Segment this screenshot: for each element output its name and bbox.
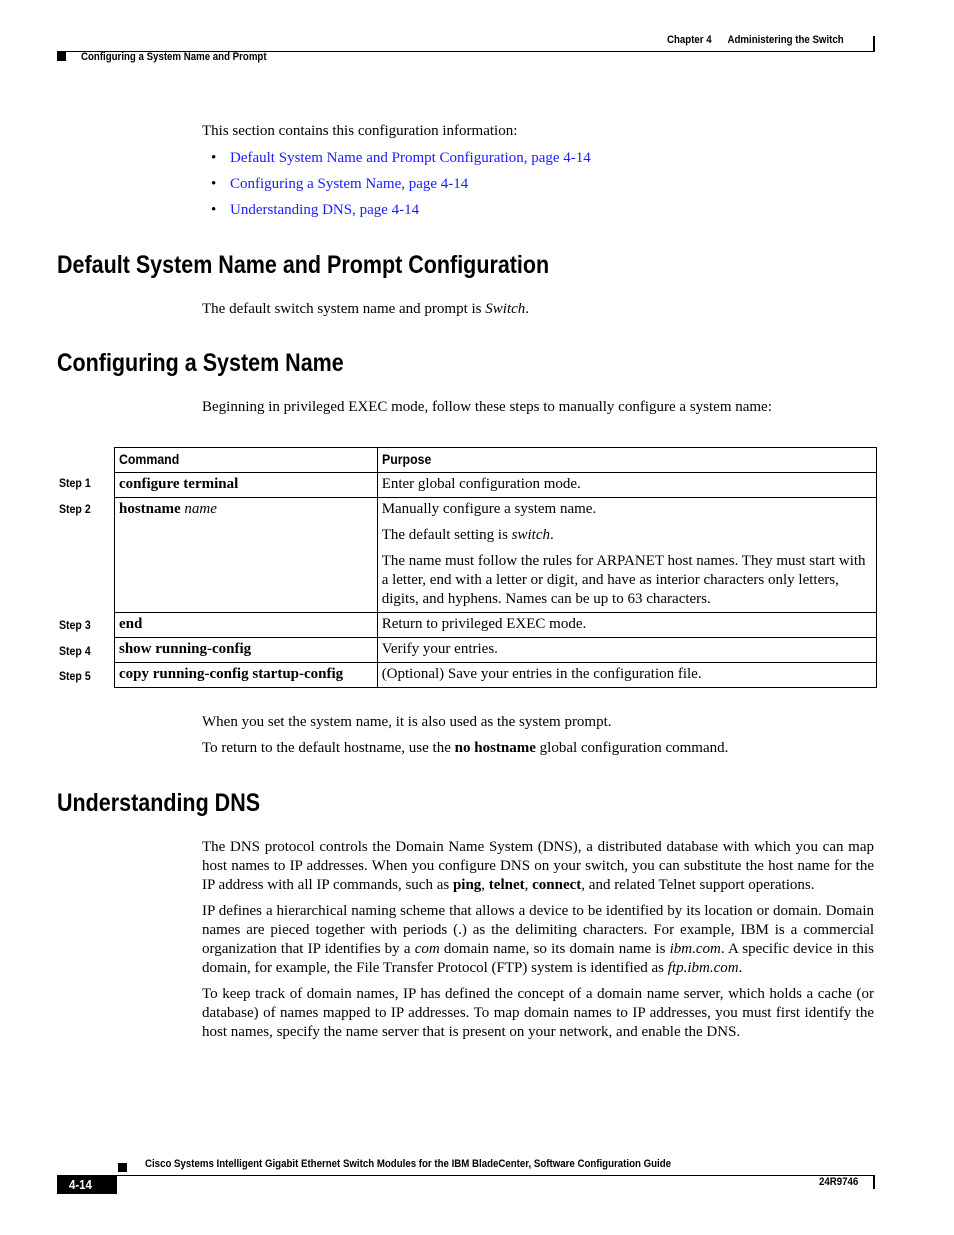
list-item xyxy=(202,149,591,175)
footer-doc-id: 24R9746 xyxy=(819,1176,859,1188)
column-header-purpose xyxy=(377,448,876,473)
command-cell: end xyxy=(115,613,378,638)
text-fragment: global configuration command. xyxy=(535,740,729,756)
purpose-cell: Return to privileged EXEC mode. xyxy=(377,613,876,638)
dns-paragraph-2 xyxy=(202,902,874,978)
command-keyword: hostname xyxy=(119,501,181,517)
step-label: Step 2 xyxy=(59,502,91,516)
footer-right-bar xyxy=(873,1175,875,1189)
table-row xyxy=(115,638,877,663)
column-header-command xyxy=(115,448,378,473)
text-fragment: . A specific device in this domain, for example, the File Transfer Protocol (FTP) system is identified as xyxy=(202,941,874,976)
table-header-row xyxy=(115,448,877,473)
footer-page-number: 4-14 xyxy=(69,1177,92,1192)
link-default-system-name[interactable]: Default System Name and Prompt Configuration, page 4-14 xyxy=(230,150,591,166)
bullet-icon: • xyxy=(211,150,217,166)
heading-understanding-dns: Understanding DNS xyxy=(57,789,261,817)
text-fragment: The DNS protocol controls the Domain Name System (DNS), a distributed database with which you can map host names to IP addresses. When you configure DNS on your switch, you can substitute the host name for the IP address with all IP commands, such as xyxy=(202,839,874,893)
command-cell: show running-config xyxy=(115,638,378,663)
chapter-title: Administering the Switch xyxy=(727,34,844,46)
header-left-square xyxy=(57,52,66,61)
table-row xyxy=(115,613,877,638)
purpose-cell: Verify your entries. xyxy=(377,638,876,663)
list-item xyxy=(202,175,591,201)
bullet-icon: • xyxy=(211,176,217,192)
config-after-text-1: When you set the system name, it is also used as the system prompt. xyxy=(202,714,612,730)
command-keyword: telnet xyxy=(488,877,525,893)
config-after-text-2 xyxy=(202,739,728,758)
italic-term: ftp.ibm.com xyxy=(667,960,739,976)
default-text-b: . xyxy=(525,301,530,317)
footer-title: Cisco Systems Intelligent Gigabit Ethernet Switch Modules for the IBM BladeCenter, Software Configuration Guide xyxy=(145,1158,672,1170)
table-row xyxy=(115,498,877,613)
column-header-command-label: Command xyxy=(119,451,180,467)
footer-rule xyxy=(57,1175,875,1176)
purpose-text: The default setting is xyxy=(381,527,512,543)
command-cell: configure terminal xyxy=(115,473,378,498)
purpose-text: . xyxy=(550,527,554,543)
purpose-cell: Enter global configuration mode. xyxy=(377,473,876,498)
default-text-italic: Switch xyxy=(485,301,526,317)
purpose-line: Manually configure a system name. xyxy=(381,501,597,517)
table-row xyxy=(115,473,877,498)
default-text xyxy=(202,300,529,319)
config-intro: Beginning in privileged EXEC mode, follow these steps to manually configure a system name: xyxy=(202,399,772,415)
default-text-a: The default switch system name and prompt is xyxy=(202,301,486,317)
footer-square xyxy=(118,1163,127,1172)
intro-text: This section contains this configuration information: xyxy=(202,123,518,139)
dns-body xyxy=(202,838,874,1042)
chapter-label: Chapter 4 xyxy=(667,34,712,46)
command-keyword: no hostname xyxy=(454,740,536,756)
link-configuring-system-name[interactable]: Configuring a System Name, page 4-14 xyxy=(230,176,469,192)
bullet-icon: • xyxy=(211,202,217,218)
heading-configuring-system-name: Configuring a System Name xyxy=(57,349,344,377)
column-header-purpose-label: Purpose xyxy=(381,451,431,467)
header-chapter xyxy=(667,34,844,46)
text-fragment: . xyxy=(738,960,743,976)
step-label: Step 4 xyxy=(59,644,91,658)
step-label: Step 3 xyxy=(59,618,91,632)
heading-default-system-name: Default System Name and Prompt Configuration xyxy=(57,251,550,279)
italic-term: ibm.com xyxy=(669,941,721,957)
text-fragment: , and related Telnet support operations. xyxy=(581,877,815,893)
table-row xyxy=(115,663,877,688)
text-fragment: IP defines a hierarchical naming scheme that allows a device to be identified by its location or domain. Domain names are pieced together with periods (.) as the delimiting characters. For example, IBM is a commercial organization that IP identifies by a xyxy=(202,903,874,957)
link-understanding-dns[interactable]: Understanding DNS, page 4-14 xyxy=(230,202,420,218)
purpose-line xyxy=(382,526,872,545)
list-item xyxy=(202,201,591,227)
header-right-bar xyxy=(873,36,875,51)
purpose-line: The name must follow the rules for ARPANET host names. They must start with a letter, end with a letter or digit, and have as interior characters only letters, digits, and hyphens. Names can be up to 63 characters. xyxy=(381,553,866,607)
italic-term: com xyxy=(414,941,440,957)
text-fragment: domain name, so its domain name is xyxy=(439,941,670,957)
command-cell xyxy=(115,498,378,613)
text-fragment: , xyxy=(481,877,489,893)
step-label: Step 5 xyxy=(59,669,91,683)
dns-paragraph-1 xyxy=(202,838,874,895)
dns-paragraph-3: To keep track of domain names, IP has defined the concept of a domain name server, which holds a cache (or database) of names mapped to IP addresses. To map domain names to IP addresses, you must first identify the host names, specify the name server that is present on your network, and enable the DNS. xyxy=(202,986,874,1040)
text-fragment: , xyxy=(524,877,533,893)
header-section-title: Configuring a System Name and Prompt xyxy=(81,51,267,63)
steps-table xyxy=(114,447,877,688)
command-cell: copy running-config startup-config xyxy=(115,663,378,688)
command-keyword: ping xyxy=(452,877,482,893)
command-keyword: connect xyxy=(532,877,582,893)
command-argument: name xyxy=(184,501,217,517)
purpose-italic: switch xyxy=(511,527,550,543)
step-label: Step 1 xyxy=(59,476,91,490)
purpose-cell: (Optional) Save your entries in the configuration file. xyxy=(377,663,876,688)
purpose-cell xyxy=(377,498,876,613)
text-fragment: To return to the default hostname, use the xyxy=(202,740,455,756)
intro-link-list xyxy=(202,149,591,227)
